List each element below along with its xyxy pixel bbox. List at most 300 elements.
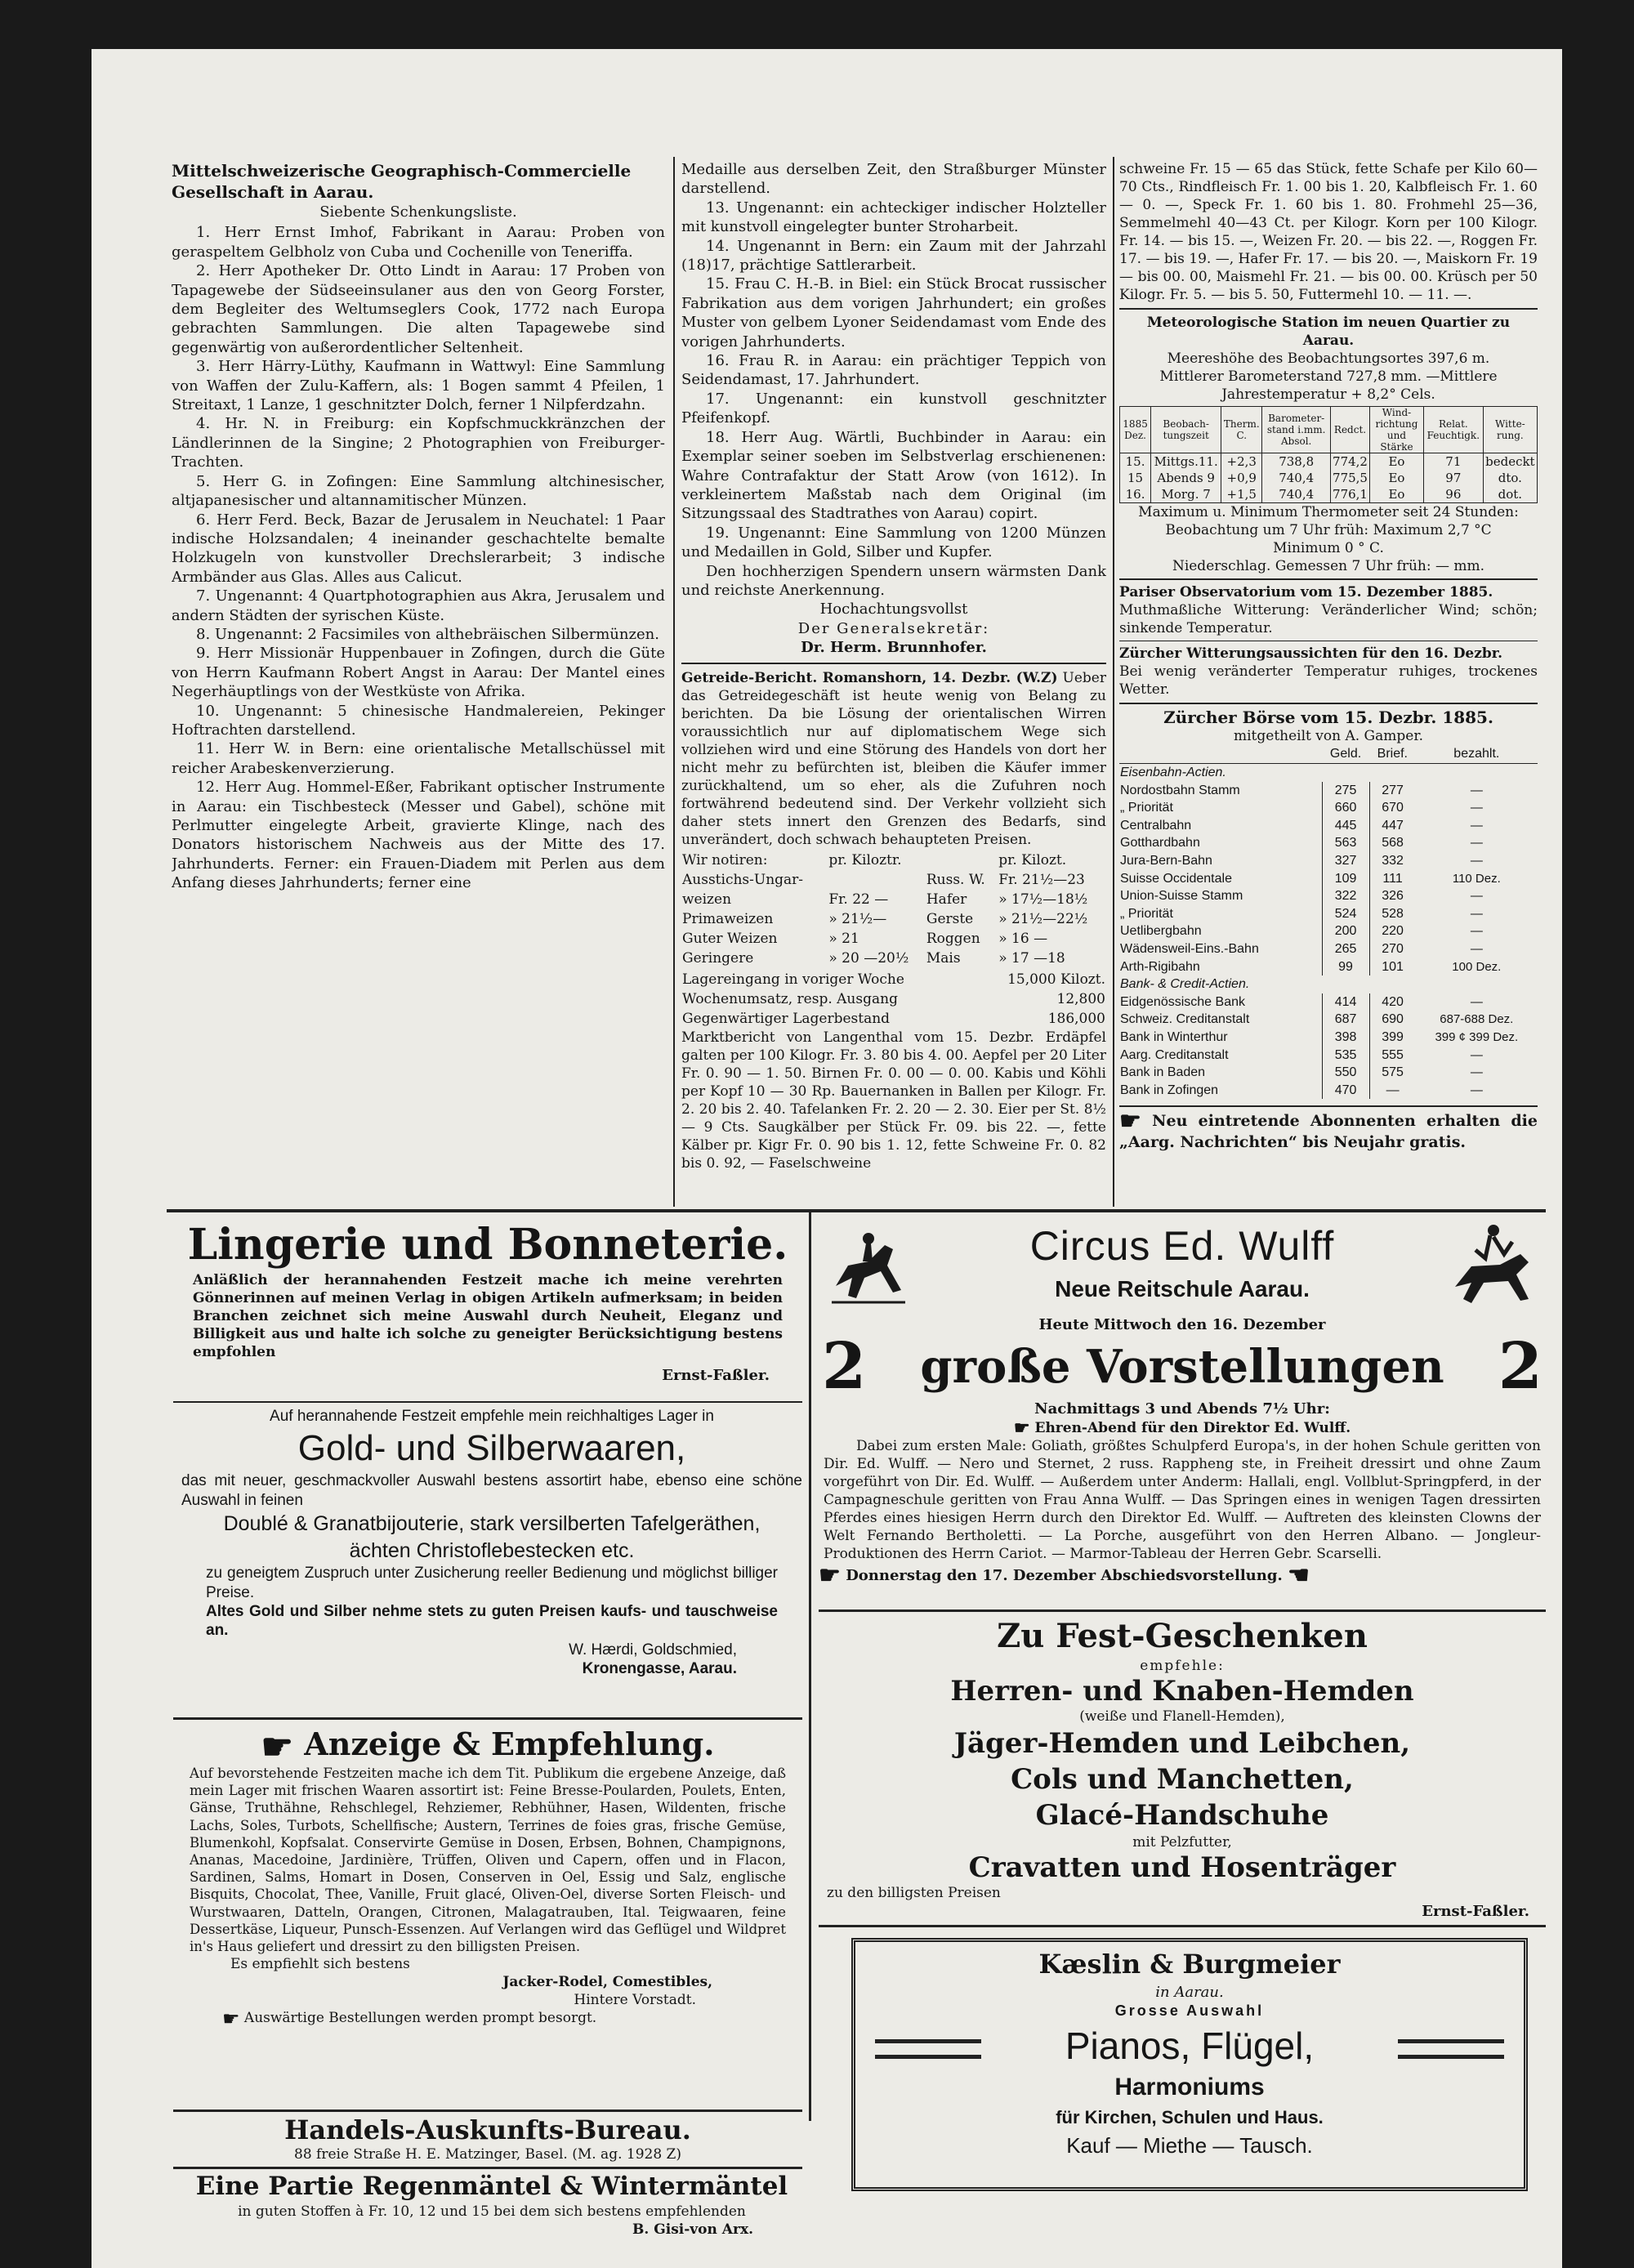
gold-intro: Auf herannahende Festzeit empfehle mein reichhaltiges Lager in	[270, 1408, 714, 1425]
lingerie-title: Lingerie und Bonneterie.	[187, 1220, 788, 1270]
fest-line-2: Jäger-Hemden und Leibchen,	[953, 1727, 1411, 1760]
circus-benefit-text: Ehren-Abend für den Direktor Ed. Wulff.	[1034, 1419, 1351, 1436]
table-cell: 528	[1369, 905, 1416, 923]
table-row	[1119, 922, 1538, 940]
table-row	[1119, 887, 1538, 905]
table-cell: dto.	[1483, 470, 1537, 486]
table-cell: —	[1470, 853, 1483, 868]
fest-prices: zu den billigsten Preisen	[827, 1885, 1001, 1901]
donation-item: 13. Ungenannt: ein achteckiger indischer Holzteller mit kunstvoll eingelegter bunter Stroharbeit.	[681, 199, 1106, 236]
table-cell: 15	[1120, 470, 1151, 486]
decorative-bar-right	[1398, 2039, 1504, 2059]
donation-item: 17. Ungenannt: ein kunstvoll geschnitzter Pfeifenkopf.	[681, 390, 1106, 427]
meteo-note-4: Niederschlag. Gemessen 7 Uhr früh: — mm.	[1172, 558, 1485, 574]
table-cell: Uetlibergbahn	[1120, 924, 1202, 939]
table-cell: Eidgenössische Bank	[1120, 994, 1245, 1009]
table-cell: 16.	[1120, 486, 1151, 503]
donation-item: 19. Ungenannt: Eine Sammlung von 1200 Münzen und Medaillen in Gold, Silber und Kupfer.	[681, 524, 1106, 561]
column-donations-grain	[681, 160, 1106, 1208]
table-cell: 265	[1322, 940, 1369, 958]
ads-divider	[167, 1209, 1546, 1212]
section-divider	[1119, 578, 1538, 580]
table-row	[681, 870, 1106, 890]
circus-subtitle: Neue Reitschule Aarau.	[1055, 1276, 1310, 1301]
gold-text-2: zu geneigtem Zuspruch unter Zusicherung reeller Bedienung und möglichst billiger Preise.	[206, 1565, 778, 1601]
table-cell: Abends 9	[1151, 470, 1221, 486]
table-cell: Mittgs.11.	[1151, 453, 1221, 471]
table-row	[681, 929, 1106, 949]
ad-divider	[173, 1401, 802, 1403]
table-cell: 775,5	[1331, 470, 1370, 486]
table-cell: Gerste	[926, 910, 974, 927]
horse-rider-icon	[824, 1221, 913, 1310]
table-cell: 96	[1423, 486, 1483, 503]
pointing-hand-icon: ☛	[1013, 1418, 1030, 1440]
table-cell: 563	[1322, 834, 1369, 852]
stock-table-header	[1119, 745, 1538, 763]
circus-benefit	[819, 1418, 1546, 1440]
donation-list	[172, 223, 665, 892]
table-row	[1119, 1082, 1538, 1100]
table-row	[681, 970, 1106, 989]
grain-price-table	[681, 850, 1106, 968]
section-divider	[1119, 308, 1538, 310]
donation-item: 10. Ungenannt: 5 chinesische Handmalereien, Pekinger Hoftrachten darstellend.	[172, 702, 665, 739]
table-row	[1119, 1047, 1538, 1065]
section-divider	[1119, 1105, 1538, 1107]
column-divider-2	[1113, 157, 1114, 1207]
circus-performances-row	[819, 1329, 1546, 1404]
grain-report-heading: Getreide-Bericht. Romanshorn, 14. Dezbr. (W.Z)	[681, 669, 1058, 686]
table-cell: » 21½—	[828, 910, 887, 927]
ad-goldsmith	[181, 1407, 802, 1679]
table-header-cell	[926, 850, 998, 870]
meteo-note-3: Minimum 0 ° C.	[1273, 540, 1384, 556]
table-cell: „ Priorität	[1120, 906, 1173, 921]
table-cell: 186,000	[1047, 1010, 1105, 1027]
fest-line-3: Cols und Manchetten,	[1011, 1763, 1354, 1796]
table-cell: Wochenumsatz, resp. Ausgang	[682, 990, 898, 1007]
gold-text-1: das mit neuer, geschmackvoller Auswahl bestens assortirt habe, ebenso eine schöne Auswahl in feinen	[181, 1472, 802, 1509]
table-cell: 687	[1322, 1011, 1369, 1029]
donation-item: 4. Hr. N. in Freiburg: ein Kopfschmuckkränzchen der Ländlerinnen de la Singine; 2 Photographien von Freiburger-Trachten.	[172, 415, 665, 471]
ad-divider	[819, 1925, 1546, 1927]
table-cell: Roggen	[926, 930, 980, 947]
table-cell: 15,000 Kilozt.	[1007, 971, 1105, 988]
table-cell: Gotthardbahn	[1120, 836, 1200, 850]
decorative-bar-left	[875, 2039, 981, 2059]
table-cell: +1,5	[1221, 486, 1262, 503]
table-cell: Bank in Winterthur	[1120, 1029, 1228, 1044]
table-cell: Hafer	[926, 891, 967, 908]
grain-report	[681, 669, 1106, 849]
meteo-table-header	[1120, 407, 1538, 453]
table-section-row	[1119, 764, 1538, 782]
gold-title: Gold- und Silberwaaren,	[297, 1428, 686, 1469]
column-weather-stock	[1119, 160, 1538, 1208]
table-cell: 327	[1322, 852, 1369, 870]
table-row	[1119, 817, 1538, 835]
table-cell: 740,4	[1262, 486, 1331, 503]
table-cell: Union-Suisse Stamm	[1120, 889, 1243, 904]
handels-address: 88 freie Straße H. E. Matzinger, Basel. (M. ag. 1928 Z)	[294, 2146, 681, 2163]
table-cell: „ Priorität	[1120, 801, 1173, 815]
table-cell: —	[1470, 924, 1483, 939]
table-cell: Fr. 21½—23	[998, 871, 1085, 888]
table-cell: 738,8	[1262, 453, 1331, 471]
table-cell: —	[1470, 783, 1483, 797]
lingerie-signature: Ernst-Faßler.	[662, 1367, 770, 1384]
anzeige-text: Auf bevorstehende Festzeiten mache ich dem Tit. Publikum die ergebene Anzeige, daß mein Lager mit frischen Waaren assortirt ist: Feine Bresse-Poularden, Poulets, Enten, Gänse, Truthähne, Rehschlegel, Rehziemer, Rebhühner, Hasen, Wildenten, frische Lachs, Soles, Turbots, Schellfische; Austern, Terrines de foies gras, frische Gemüse, Blumenkohl, Kopfsalat. Conservirte Gemüse in Dosen, Erbsen, Bohnen, Champignons, Ananas, Macedoine, Jardinière, Trüffen, Oliven und Capern, offen und in Flacon, Sardinen, Salms, Homart in Dosen, Conserven in Oel, Essig und Salz, englische Bisquits, Chocolat, Thee, Vanille, Fruit glacé, Oliven-Oel, diverse Sorten Fleisch- und Wurstwaaren, Datteln, Orangen, Citronen, Malagatrauben, Ital. Teigwaaren, feine Dessertkäse, Liqueur, Punsch-Essenzen. Auf Verlangen wird das Geflügel und Wildpret in's Haus geliefert und dressirt zu den billigsten Preisen.	[190, 1766, 786, 1955]
table-cell: Eo	[1369, 470, 1423, 486]
table-cell: 332	[1369, 852, 1416, 870]
lingerie-text: Anläßlich der herannahenden Festzeit mache ich meine verehrten Gönnerinnen auf meinen Verlag in obigen Artikeln aufmerksam; in beiden Branchen zeichnet sich meine Auswahl durch Neuheit, Eleganz und Billigkeit aus und halte ich solche zu geneigter Berücksichtigung bestens empfohlen	[193, 1272, 783, 1360]
table-header-cell: 1885 Dez.	[1120, 407, 1151, 453]
table-cell: 110 Dez.	[1452, 871, 1501, 886]
boerse-subtitle: mitgetheilt von A. Gamper.	[1234, 728, 1423, 745]
table-cell: 420	[1369, 993, 1416, 1011]
table-header-cell: Barometer-stand i.mm. Absol.	[1262, 407, 1331, 453]
table-cell: —	[1470, 1083, 1483, 1097]
table-cell: Eo	[1369, 453, 1423, 471]
table-header-cell: Wir notiren:	[682, 851, 768, 868]
table-cell: 776,1	[1331, 486, 1370, 503]
gold-signature: W. Hærdi, Goldschmied,	[569, 1641, 737, 1659]
table-cell: Eo	[1369, 486, 1423, 503]
secretary-role: Der Generalsekretär:	[797, 619, 990, 637]
anzeige-signature: Jacker-Rodel, Comestibles,	[502, 1974, 712, 1991]
table-cell: 555	[1369, 1047, 1416, 1065]
ad-pianos	[851, 1938, 1528, 2191]
table-cell: 322	[1322, 887, 1369, 905]
grain-stock-table	[681, 970, 1106, 1029]
performance-count-left: 2	[822, 1329, 867, 1404]
table-cell: 398	[1322, 1029, 1369, 1047]
ad-coats	[173, 2170, 810, 2239]
table-cell: 275	[1322, 782, 1369, 800]
newspaper-page	[92, 49, 1562, 2268]
market-report-continued: schweine Fr. 15 — 65 das Stück, fette Schafe per Kilo 60—70 Cts., Rindfleisch Fr. 1. 00 bis 1. 20, Kalbfleisch Fr. 1. 60 — 0. —, Speck Fr. 1. 60 bis 1. 80. Frohmehl 25—36, Semmelmehl 40—43 Ct. per Kilogr. Korn per 100 Kilogr. Fr. 14. — bis 15. —, Weizen Fr. 20. — bis 22. —, Roggen Fr. 17. — bis 19. —, Hafer Fr. 17. — bis 20. —, Maiskorn Fr. 19 — bis 00. 00, Maismehl Fr. 21. — bis 00. 00. Krüsch per 50 Kilogr. Fr. 5. — bis 5. 50, Futtermehl 10. — 11. —.	[1119, 161, 1538, 303]
donation-item: 15. Frau C. H.-B. in Biel: ein Stück Brocat russischer Fabrikation aus dem vorigen Jahrhundert; ein großes Muster von gelbem Lyoner Seidendamast vom Ende des vorigen Jahrhunderts.	[681, 275, 1106, 350]
donation-item: 6. Herr Ferd. Beck, Bazar de Jerusalem in Neuchatel: 1 Paar indische Holzsandalen; 4 ineinander geschachtelte bemalte Holzkugeln von kunstvoller Drechslerarbeit; 3 indische Armbänder aus Glas. Alles aus Calicut.	[172, 511, 665, 586]
table-cell: Wädensweil-Eins.-Bahn	[1120, 941, 1259, 956]
table-row	[1119, 993, 1538, 1011]
table-row	[1119, 940, 1538, 958]
piano-deal: Kauf — Miethe — Tausch.	[1066, 2132, 1313, 2158]
meteo-pressure: Mittlerer Barometerstand 727,8 mm. —Mittlere Jahrestemperatur + 8,2° Cels.	[1159, 368, 1498, 403]
table-row	[681, 1009, 1106, 1029]
fest-title: Zu Fest-Geschenken	[997, 1617, 1368, 1655]
table-cell: 109	[1322, 870, 1369, 888]
acrobat-horse-icon	[1443, 1217, 1541, 1315]
table-cell: Geringere	[682, 949, 754, 967]
table-cell: 690	[1369, 1011, 1416, 1029]
table-cell	[828, 870, 925, 890]
table-row	[1119, 870, 1538, 888]
table-header-cell: Redct.	[1331, 407, 1370, 453]
table-row	[1119, 799, 1538, 817]
ad-lingerie	[173, 1219, 802, 1385]
ad-delicatessen	[173, 1724, 802, 2030]
table-cell: Bank in Baden	[1120, 1065, 1206, 1080]
fest-line-1: Herren- und Knaben-Hemden	[950, 1675, 1414, 1708]
circus-times: Nachmittags 3 und Abends 7½ Uhr:	[1034, 1400, 1330, 1418]
meteo-note-2: Beobachtung um 7 Uhr früh: Maximum 2,7 °C	[1165, 522, 1492, 538]
anzeige-title: Anzeige & Empfehlung.	[304, 1726, 715, 1762]
table-cell: » 20 —20½	[828, 949, 909, 967]
table-cell: » 17½—18½	[998, 891, 1088, 908]
table-cell: Primaweizen	[682, 910, 774, 927]
table-cell: Lagereingang in voriger Woche	[682, 971, 904, 988]
table-cell: 101	[1369, 958, 1416, 976]
table-cell: 568	[1369, 834, 1416, 852]
fest-line-1b: (weiße und Flanell-Hemden),	[1079, 1708, 1285, 1725]
ad-circus	[819, 1217, 1546, 1590]
table-cell: 99	[1322, 958, 1369, 976]
table-cell: —	[1470, 889, 1483, 904]
table-section-row	[1119, 976, 1538, 993]
donation-item: 1. Herr Ernst Imhof, Fabrikant in Aarau: Proben von geraspeltem Gelbholz von Cuba und Cochenille von Teneriffa.	[172, 224, 665, 261]
table-cell: 15.	[1120, 453, 1151, 471]
piano-for: für Kirchen, Schulen und Haus.	[1056, 2106, 1324, 2127]
table-header-cell: pr. Kilozt.	[998, 851, 1067, 868]
table-cell: 470	[1322, 1082, 1369, 1100]
ad-information-bureau	[173, 2114, 802, 2163]
boerse-title: Zürcher Börse vom 15. Dezbr. 1885.	[1163, 708, 1493, 727]
table-cell: 524	[1322, 905, 1369, 923]
donation-item: Den hochherzigen Spendern unsern wärmsten Dank und reichste Anerkennung.	[681, 562, 1106, 599]
table-cell: 399	[1369, 1029, 1416, 1047]
table-cell: Jura-Bern-Bahn	[1120, 853, 1212, 868]
table-cell: 220	[1369, 922, 1416, 940]
table-cell: 97	[1423, 470, 1483, 486]
regen-title: Eine Partie Regenmäntel & Wintermäntel	[195, 2172, 788, 2201]
table-header-cell: bezahlt.	[1416, 745, 1538, 763]
table-row	[681, 890, 1106, 909]
column-geographic-society	[172, 160, 665, 1206]
table-cell: 575	[1369, 1064, 1416, 1082]
fest-line-5: Cravatten und Hosenträger	[968, 1851, 1396, 1884]
table-cell: Gegenwärtiger Lagerbestand	[682, 1010, 891, 1027]
table-cell: 12,800	[1056, 990, 1105, 1007]
table-row	[1119, 1011, 1538, 1029]
table-row	[1120, 486, 1538, 503]
table-cell: 111	[1369, 870, 1416, 888]
zurich-weather-text: Bei wenig veränderter Temperatur ruhiges, trockenes Wetter.	[1119, 663, 1538, 698]
donation-item: 3. Herr Härry-Lüthy, Kaufmann in Wattwyl: Eine Sammlung von Waffen der Zulu-Kaffern, als: 1 Bogen sammt 4 Pfeilen, 1 Streitaxt, 1 Lanze, 1 geschnitzter Dolch, ferner 1 Nilpferdzahn.	[172, 358, 665, 414]
table-cell: —	[1470, 994, 1483, 1009]
table-header-cell: Witte-rung.	[1483, 407, 1537, 453]
anzeige-address: Hintere Vorstadt.	[574, 1992, 696, 2009]
table-cell: bedeckt	[1483, 453, 1537, 471]
table-cell: 660	[1322, 799, 1369, 817]
table-cell: dot.	[1483, 486, 1537, 503]
table-cell: —	[1470, 801, 1483, 815]
paris-observatory-text: Muthmaßliche Witterung: Veränderlicher Wind; schön; sinkende Temperatur.	[1119, 602, 1538, 636]
table-cell: 71	[1423, 453, 1483, 471]
piano-selection: Grosse Auswahl	[1114, 2002, 1265, 2020]
table-header-cell: Relat. Feuchtigk.	[1423, 407, 1483, 453]
table-cell: Mais	[926, 949, 961, 967]
table-cell: 774,2	[1331, 453, 1370, 471]
donation-item: 12. Herr Aug. Hommel-Eßer, Fabrikant optischer Instrumente in Aarau: ein Tischbesteck (Messer und Gabel), schöne mit Perlmutter eingelegte Arbeit, gravierte Klinge, nach des Donators historischem Nachweis aus der Mitte des 17. Jahrhunderts. Ferner: ein Frauen-Diadem mit Perlen aus dem Anfang dieses Jahrhunderts; ferner eine	[172, 779, 665, 892]
regen-signature: B. Gisi-von Arx.	[632, 2221, 753, 2238]
anzeige-heading	[173, 1724, 802, 1768]
table-cell: 687-688 Dez.	[1440, 1012, 1514, 1027]
piano-title: Pianos, Flügel,	[1065, 2024, 1315, 2067]
table-cell: Fr. 22 —	[828, 891, 889, 908]
meteo-title: Meteorologische Station im neuen Quartier zu Aarau.	[1146, 315, 1511, 349]
donation-list-continued	[681, 160, 1106, 600]
table-row	[1120, 470, 1538, 486]
table-row	[1120, 453, 1538, 471]
fest-line-4: Glacé-Handschuhe	[1035, 1799, 1329, 1832]
society-subtitle: Siebente Schenkungsliste.	[319, 203, 517, 221]
table-cell: » 21	[828, 930, 859, 947]
table-header-cell	[1119, 745, 1322, 763]
table-cell: 447	[1369, 817, 1416, 835]
table-cell: 414	[1322, 993, 1369, 1011]
section-divider	[1119, 703, 1538, 704]
piano-harmoniums: Harmoniums	[1114, 2073, 1265, 2101]
table-header-cell: Wind-richtung und Stärke	[1369, 407, 1423, 453]
circus-date: Heute Mittwoch den 16. Dezember	[1038, 1316, 1326, 1333]
pointing-hand-icon: ☛	[261, 1726, 293, 1768]
secretary-signature: Dr. Herm. Brunnhofer.	[801, 639, 987, 657]
handels-title: Handels-Auskunfts-Bureau.	[284, 2114, 691, 2145]
pointing-hand-icon: ☛	[819, 1560, 841, 1590]
table-cell: 100 Dez.	[1452, 959, 1502, 974]
table-cell: —	[1470, 1047, 1483, 1062]
table-cell: —	[1470, 818, 1483, 833]
ad-gifts	[819, 1616, 1546, 1921]
table-cell: —	[1470, 906, 1483, 921]
society-title: Mittelschweizerische Geographisch-Commercielle Gesellschaft in Aarau.	[172, 161, 632, 202]
fest-subtitle: empfehle:	[1140, 1658, 1225, 1674]
table-section-label: Eisenbahn-Actien.	[1120, 766, 1226, 779]
anzeige-closing: Es empfiehlt sich bestens	[230, 1956, 410, 1973]
table-row	[1119, 958, 1538, 976]
meteo-altitude: Meereshöhe des Beobachtungsortes 397,6 m.	[1167, 350, 1490, 367]
donation-item: 9. Herr Missionär Huppenbauer in Zofingen, durch die Güte von Herrn Kaufmann Robert Angst in Aarau: Der Mantel eines Negerhäuptlings von der Westküste von Afrika.	[172, 645, 665, 701]
table-cell: » 17 —18	[998, 949, 1065, 967]
pointing-hand-icon: ☛	[1119, 1107, 1141, 1136]
donation-item: Medaille aus derselben Zeit, den Straßburger Münster darstellend.	[681, 161, 1106, 198]
circus-farewell	[819, 1560, 1546, 1590]
gold-line-1: Doublé & Granatbijouterie, stark versilberten Tafelgeräthen,	[223, 1512, 761, 1536]
table-cell: —	[1470, 941, 1483, 956]
table-cell: Schweiz. Creditanstalt	[1120, 1012, 1250, 1027]
circus-performances: große Vorstellungen	[920, 1340, 1444, 1395]
ad-divider	[173, 1717, 802, 1720]
table-row	[1119, 905, 1538, 923]
table-cell: —	[1470, 836, 1483, 850]
table-header-cell: Geld.	[1322, 745, 1369, 763]
ads-column-divider	[809, 1212, 811, 2121]
table-row	[681, 949, 1106, 968]
table-cell: 399 ¢ 399 Dez.	[1435, 1029, 1519, 1044]
donation-item: 16. Frau R. in Aarau: ein prächtiger Teppich von Seidendamast, 17. Jahrhundert.	[681, 352, 1106, 389]
table-cell: —	[1369, 1082, 1416, 1100]
table-cell: Suisse Occidentale	[1120, 871, 1232, 886]
table-cell: +0,9	[1221, 470, 1262, 486]
circus-farewell-text: Donnerstag den 17. Dezember Abschiedsvorstellung.	[846, 1566, 1283, 1584]
table-section-label: Bank- & Credit-Actien.	[1120, 977, 1250, 992]
section-divider	[681, 663, 1106, 664]
table-cell: Bank in Zofingen	[1120, 1083, 1219, 1097]
subscription-notice-text: Neu eintretende Abonnenten erhalten die „Aarg. Nachrichten“ bis Neujahr gratis.	[1119, 1112, 1538, 1152]
table-cell: Ausstichs-Ungar-	[682, 871, 804, 888]
table-cell: +2,3	[1221, 453, 1262, 471]
piano-title-row	[855, 2021, 1524, 2070]
table-cell: » 21½—22½	[998, 910, 1088, 927]
table-header-cell: Therm. C.	[1221, 407, 1262, 453]
zurich-weather-title: Zürcher Witterungsaussichten für den 16. Dezbr.	[1119, 645, 1503, 662]
table-cell: 445	[1322, 817, 1369, 835]
table-cell: Russ. W.	[926, 871, 985, 888]
table-cell: 277	[1369, 782, 1416, 800]
table-header-cell: Brief.	[1369, 745, 1416, 763]
table-cell: 270	[1369, 940, 1416, 958]
grain-report-text: Ueber das Getreidegeschäft ist heute wenig von Belang zu berichten. Da bie Lösung der orientalischen Wirren voraussichtlich nur auf diplomatischem Wege sich vollziehen wird und eine Störung des Handels von dort her nicht mehr zu befürchten ist, bleiben die Käufer immer zurückhaltend, um so eher, als die Zufuhren noch fortwährend bedeutend sind. Der Verkehr vollzieht sich daher stets innert den Grenzen des Bedarfs, sind unverändert, doch schwach behaupteten Preisen.	[681, 669, 1106, 848]
table-cell: Guter Weizen	[682, 930, 778, 947]
subscription-notice	[1119, 1107, 1538, 1153]
table-row	[1119, 852, 1538, 870]
closing-text: Hochachtungsvollst	[819, 600, 968, 618]
table-cell: Arth-Rigibahn	[1120, 959, 1200, 974]
table-cell: 535	[1322, 1047, 1369, 1065]
circus-title: Circus Ed. Wulff	[1029, 1223, 1335, 1269]
market-report-langenthal: Marktbericht von Langenthal vom 15. Dezbr. Erdäpfel galten per 100 Kilogr. Fr. 3. 80 bis 4. 00. Aepfel per 20 Liter Fr. 0. 90 — 1. 50. Birnen Fr. 0. 00 — 0. 00. Kabis und Köhli per Kopf 10 — 30 Rp. Bauernanken in Ballen per Kilogr. Fr. 2. 20 bis 2. 40. Tafelanken Fr. 2. 20 — 2. 30. Eier per St. 8½ — 9 Cts. Saugkälber per Stück Fr. 09. bis 22. —, fette Kälber pr. Kigr Fr. 0. 90 bis 1. 12, fette Schweine Fr. 0. 82 bis 0. 92, — Faselschweine	[681, 1029, 1106, 1172]
piano-firm: Kæslin & Burgmeier	[1038, 1949, 1341, 1980]
ad-divider	[173, 2167, 802, 2169]
fest-line-4b: mit Pelzfutter,	[1132, 1834, 1232, 1851]
table-cell: Aarg. Creditanstalt	[1120, 1047, 1229, 1062]
paris-observatory-title: Pariser Observatorium vom 15. Dezember 1885.	[1119, 584, 1493, 600]
donation-item: 7. Ungenannt: 4 Quartphotographien aus Akra, Jerusalem und andern Städten der syrischen Küste.	[172, 587, 665, 624]
gold-text-3: Altes Gold und Silber nehme stets zu guten Preisen kaufs- und tauschweise an.	[206, 1603, 778, 1640]
anzeige-note	[173, 2007, 802, 2030]
table-cell: —	[1470, 1065, 1483, 1080]
table-header-cell: pr. Kiloztr.	[828, 851, 902, 868]
table-row	[1119, 1064, 1538, 1082]
table-row	[1119, 834, 1538, 852]
meteo-note-1: Maximum u. Minimum Thermometer seit 24 Stunden:	[1138, 504, 1519, 520]
table-cell: 740,4	[1262, 470, 1331, 486]
table-cell: Centralbahn	[1120, 818, 1192, 833]
table-cell: Nordostbahn Stamm	[1120, 783, 1240, 797]
table-row	[681, 989, 1106, 1009]
gold-line-2: ächten Christoflebestecken etc.	[349, 1539, 635, 1563]
meteo-table	[1119, 406, 1538, 503]
donation-item: 18. Herr Aug. Wärtli, Buchbinder in Aarau: ein Exemplar seiner soeben im Selbstverlag erschienenen: Wahre Contrafaktur der Statt Arow (von 1612). In verkleinertem Maßstab nach dem Original (im Sitzungssaal des Stadtrathes von Aarau) copirt.	[681, 428, 1106, 523]
table-header-cell: Beobach-tungszeit	[1151, 407, 1221, 453]
donation-item: 5. Herr G. in Zofingen: Eine Sammlung altchinesischer, altjapanesischer und altannamitischer Münzen.	[172, 472, 665, 510]
table-row	[681, 909, 1106, 929]
anzeige-note-text: Auswärtige Bestellungen werden prompt besorgt.	[243, 2010, 597, 2027]
donation-item: 11. Herr W. in Bern: eine orientalische Metallschüssel mit reicher Arabeskenverzierung.	[172, 740, 665, 777]
column-divider-1	[673, 157, 675, 1207]
table-row	[1119, 1029, 1538, 1047]
ad-divider	[819, 1609, 1546, 1612]
circus-program: Dabei zum ersten Male: Goliath, größtes Schulpferd Europa's, in der hohen Schule geritten von Dir. Ed. Wulff. — Nero und Sternet, 2 russ. Rappheng ste, in Freiheit dressirt und ohne Zaum vorgeführt von Dir. Ed. Wulff. — Außerdem unter Anderm: Hallali, engl. Vollblut-Springpferd, in der Campagneschule geritten von Frau Anna Wulff. — Das Springen eines in wenigen Tagen dressirten Pferdes eines hiesigen Herrn durch den Direktor Ed. Wulff. — Auftreten des kleinsten Clowns der Welt Fernando Bertholetti. — La Porche, ausgeführt von den Herren Albano. — Jongleur-Produktionen des Herrn Cariot. — Marmor-Tableau der Herren Gebr. Scarselli.	[824, 1437, 1541, 1562]
table-cell: 200	[1322, 922, 1369, 940]
table-cell: 670	[1369, 799, 1416, 817]
regen-text: in guten Stoffen à Fr. 10, 12 und 15 bei dem sich bestens empfehlenden	[238, 2203, 746, 2220]
table-cell: 550	[1322, 1064, 1369, 1082]
ad-divider	[173, 2110, 802, 2112]
table-row	[1119, 782, 1538, 800]
